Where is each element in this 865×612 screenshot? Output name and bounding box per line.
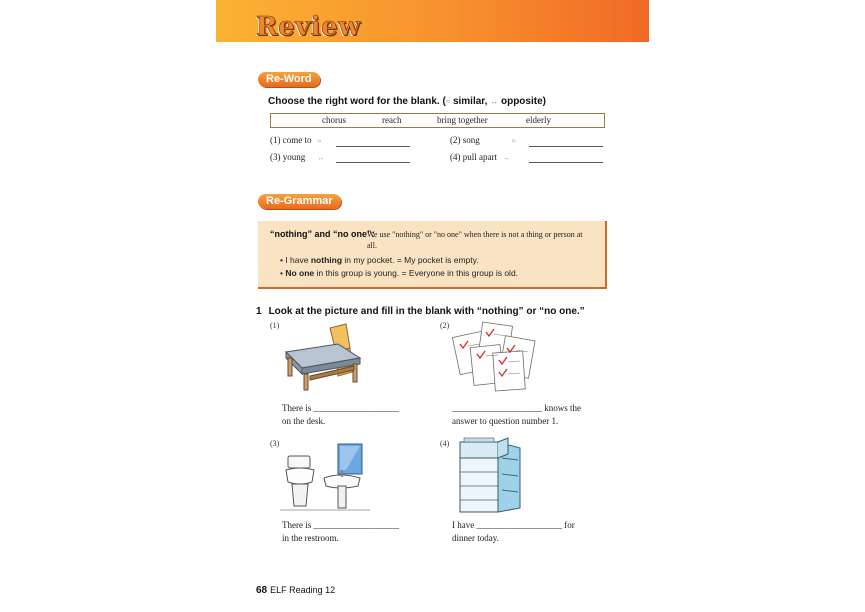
item-sentence-2: ____________________ knows the answer to question number 1. [452, 403, 581, 426]
word-bank-item: reach [382, 115, 402, 125]
reword-instruction: Choose the right word for the blank. (≈ similar, ↔ opposite) [268, 96, 546, 107]
grammar-note-heading: “nothing” and “no one”: [270, 229, 375, 239]
opposite-icon: ↔ [317, 154, 325, 162]
page-footer [256, 585, 335, 596]
item-sentence-4: I have ___________________ for dinner today. [452, 520, 575, 543]
grammar-example-1: • I have nothing in my pocket. = My pocket is empty. [280, 255, 479, 265]
word-bank-item: elderly [526, 115, 551, 125]
similar-icon: ≈ [445, 97, 451, 106]
desk-illustration [280, 322, 366, 394]
regrammar-section-label: Re-Grammar [258, 194, 341, 209]
item-sentence-1: There is ___________________ on the desk. [282, 403, 399, 426]
task-instruction: 1 Look at the picture and fill in the blank with “nothing” or “no one.” [256, 306, 585, 317]
reword-question-2: (2) song ≈ [450, 135, 516, 145]
item-label-3: (3) [270, 439, 280, 448]
reword-section-label: Re-Word [258, 72, 320, 87]
item-label-4: (4) [440, 439, 450, 448]
reword-question-3: (3) young ↔ [270, 152, 325, 162]
similar-icon: ≈ [317, 137, 322, 145]
answer-blank-2[interactable] [529, 146, 603, 147]
page-number: 68 [256, 585, 268, 596]
answer-blank-4[interactable] [529, 162, 603, 163]
item-label-2: (2) [440, 321, 450, 330]
opposite-icon: ↔ [490, 97, 499, 106]
answer-blank-1[interactable] [336, 146, 410, 147]
grammar-note-box [258, 221, 607, 289]
similar-icon: ≈ [511, 137, 516, 145]
reword-question-4: (4) pull apart ↔ [450, 152, 510, 162]
book-title: ELF Reading 12 [270, 585, 336, 595]
opposite-icon: ↔ [502, 154, 510, 162]
item-label-1: (1) [270, 321, 280, 330]
grammar-example-2: • No one in this group is young. = Everyone in this group is old. [280, 268, 519, 278]
review-banner [216, 0, 649, 42]
reword-question-1: (1) come to ≈ [270, 135, 322, 145]
page-title: Review [256, 12, 362, 42]
item-sentence-3: There is ___________________ in the restroom. [282, 520, 399, 543]
empty-refrigerator-illustration [456, 436, 530, 516]
test-papers-illustration [450, 320, 542, 392]
restroom-illustration [280, 440, 370, 514]
word-bank-item: bring together [437, 115, 488, 125]
grammar-note-description: We use "nothing" or "no one" when there is not a thing or person at all. [367, 230, 583, 250]
answer-blank-3[interactable] [336, 162, 410, 163]
worksheet-page [216, 0, 649, 612]
word-bank-item: chorus [322, 115, 346, 125]
word-bank [270, 113, 605, 128]
